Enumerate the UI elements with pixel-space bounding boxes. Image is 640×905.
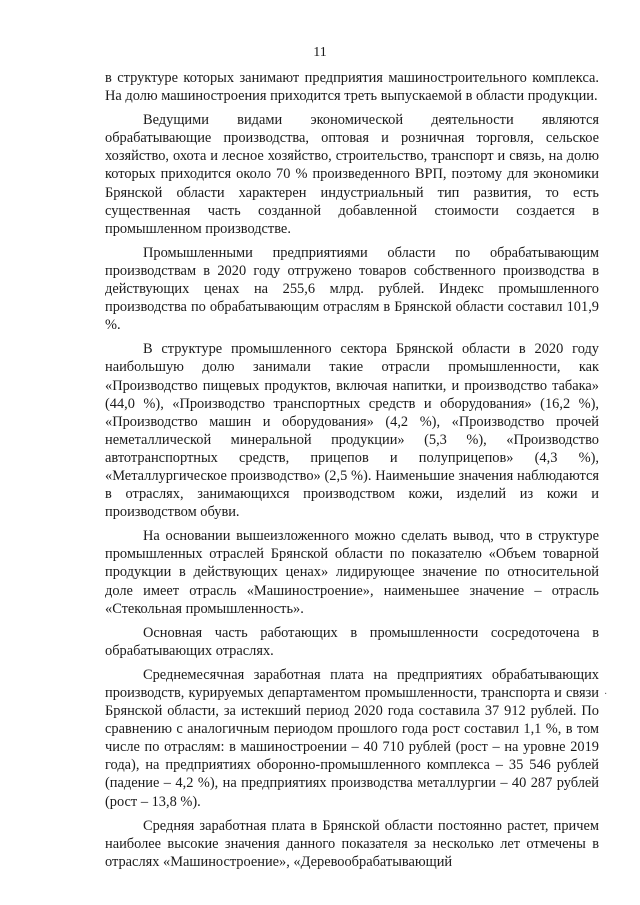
paragraph-5: На основании вышеизложенного можно сделать вывод, что в структуре промышленных отраслей Брянской области по показателю «Объем товарной продукции в действующих ценах» лидирующее значение по относительной доле имеет отрасль «Машиностроение», наименьшее значение – отрасль «Стекольная промышленность».	[105, 528, 599, 617]
paragraph-7: Среднемесячная заработная плата на предприятиях обрабатывающих производств, курируемых департаментом промышленности, транспорта и связи Брянской области, за истекший период 2020 года составила 37 912 рублей. По сравнению с аналогичным периодом прошлого года рост составил 1,1 %, в том числе по отраслям: в машиностроении – 40 710 рублей (рост – на уровне 2019 года), на предприятиях оборонно-промышленного комплекса – 35 546 рублей (падение – 4,2 %), на предприятиях производства металлургии – 40 287 рублей (рост – 13,8 %).	[105, 666, 599, 810]
paragraph-2: Ведущими видами экономической деятельности являются обрабатывающие производства, оптовая и розничная торговля, сельское хозяйство, охота и лесное хозяйство, строительство, транспорт и связь, на долю которых приходится около 70 % произведенного ВРП, поэтому для экономики Брянской области характерен индустриальный тип развития, то есть существенная часть созданной добавленной стоимости создается в промышленном производстве.	[105, 112, 599, 237]
paragraph-8: Средняя заработная плата в Брянской области постоянно растет, причем наиболее высокие значения данного показателя за несколько лет отмечены в отраслях «Машиностроение», «Деревообрабатывающий	[105, 817, 599, 870]
paragraph-3: Промышленными предприятиями области по обрабатывающим производствам в 2020 году отгружено товаров собственного производства в действующих ценах на 255,6 млрд. рублей. Индекс промышленного производства по обрабатывающим отраслям в Брянской области составил 101,9 %.	[105, 244, 599, 334]
margin-mark: ·	[604, 689, 608, 700]
paragraph-4: В структуре промышленного сектора Брянской области в 2020 году наибольшую долю занимали такие отрасли промышленности, как «Производство пищевых продуктов, включая напитки, и производство табака» (44,0 %), «Производство транспортных средств и оборудования» (16,2 %), «Производство машин и оборудования» (4,2 %), «Производство прочей неметаллической минеральной продукции» (5,3 %), «Производство автотранспортных средств, прицепов и полуприцепов» (4,3 %), «Металлургическое производство» (2,5 %). Наименьшие значения наблюдаются в отраслях, занимающихся производством кожи, изделий из кожи и производством обуви.	[105, 341, 599, 521]
paragraph-6: Основная часть работающих в промышленности сосредоточена в обрабатывающих отраслях.	[105, 624, 599, 659]
body-text	[105, 69, 599, 877]
page-number: 11	[313, 45, 327, 60]
paragraph-1: в структуре которых занимают предприятия машиностроительного комплекса. На долю машиностроения приходится треть выпускаемой в области продукции.	[105, 70, 599, 105]
